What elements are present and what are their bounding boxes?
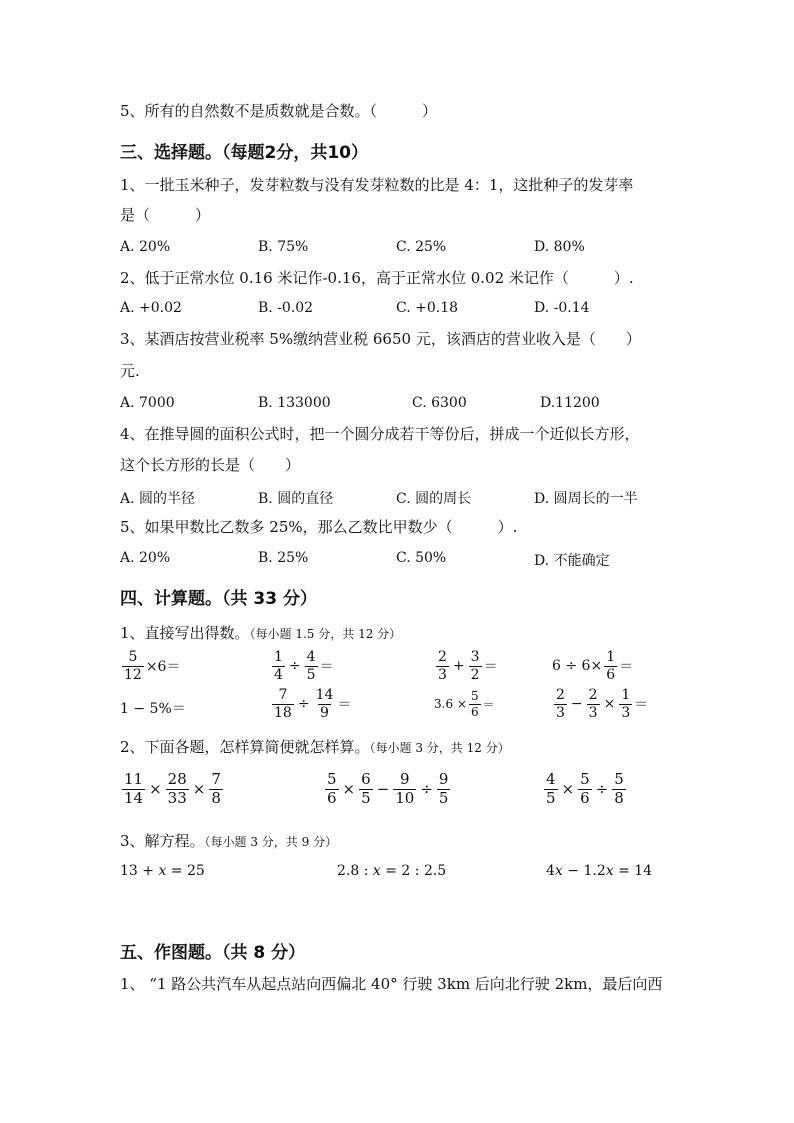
simplify-calc-2: $\frac{5}{6}$ × $\frac{6}{5}$ − $\frac{9}{10}$ ÷ $\frac{9}{5}$ [327, 770, 449, 807]
mental-calc-6: $\frac{7}{18}$ ÷ $\frac{14}{9}$ ＝ [274, 687, 352, 721]
choice-q3-line2: 元. [120, 362, 140, 380]
simplify-calc-1: $\frac{11}{14}$ × $\frac{28}{33}$ × $\frac{7}{8}$ [124, 770, 221, 807]
choice-q4-option-d: D. 圆周长的一半 [534, 491, 638, 507]
drawing-question-1: 1、 “1 路公共汽车从起点站向西偏北 40° 行驶 3km 后向北行驶 2km，最后向西 [120, 975, 663, 993]
equation-2: 2.8 : x = 2 : 2.5 [337, 863, 447, 879]
calc-part3-note: （每小题 3 分，共 9 分） [204, 835, 338, 849]
choice-q5-option-b: B. 25% [258, 550, 309, 566]
simplify-calc-3: $\frac{4}{5}$ × $\frac{5}{6}$ ÷ $\frac{5}{8}$ [546, 770, 624, 807]
choice-q5-line1: 5、如果甲数比乙数多 25%，那么乙数比甲数少（ ）. [120, 518, 518, 536]
choice-q5-option-a: A. 20% [120, 550, 171, 566]
choice-q1-option-d: D. 80% [534, 239, 585, 255]
section-3-title: 三、选择题。（每题2分，共10） [120, 143, 368, 163]
equation-3: 4 x − 1.2 x = 14 [546, 863, 653, 879]
choice-q2-option-b: B. -0.02 [258, 300, 314, 316]
calc-part2-label: 2、下面各题，怎样算简便就怎样算。 [120, 738, 370, 756]
choice-q3-option-b: B. 133000 [258, 395, 331, 411]
choice-q3-option-a: A. 7000 [120, 395, 175, 411]
choice-q2-option-c: C. +0.18 [396, 300, 459, 316]
mental-calc-7: 3.6 × $\frac{5}{6}$ ＝ [434, 689, 495, 719]
calc-part1-label: 1、直接写出得数。 [120, 624, 250, 642]
choice-q2-option-a: A. +0.02 [120, 300, 182, 316]
choice-q5-option-c: C. 50% [396, 550, 447, 566]
choice-q4-option-c: C. 圆的周长 [396, 491, 472, 507]
calc-part3-label: 3、解方程。 [120, 832, 205, 850]
mental-calc-4: 6 ÷ 6× $\frac{1}{6}$ ＝ [552, 649, 634, 683]
mental-calc-8: $\frac{2}{3}$ − $\frac{2}{3}$ × $\frac{1}{3}$ ＝ [556, 687, 649, 721]
choice-q1-line1: 1、一批玉米种子，发芽粒数与没有发芽粒数的比是 4：1，这批种子的发芽率 [120, 176, 634, 194]
choice-q1-option-a: A. 20% [120, 239, 171, 255]
choice-q1-option-c: C. 25% [396, 239, 447, 255]
choice-q3-option-c: C. 6300 [412, 395, 467, 411]
choice-q1-line2: 是（ ） [120, 206, 211, 224]
mental-calc-5: 1 − 5%＝ [120, 701, 186, 717]
choice-q4-option-b: B. 圆的直径 [258, 491, 334, 507]
choice-q4-line2: 这个长方形的长是（ ） [120, 456, 301, 474]
choice-q5-option-d: D. 不能确定 [534, 553, 610, 569]
section-4-title: 四、计算题。（共 33 分） [120, 589, 317, 609]
judgment-question-5: 5、所有的自然数不是质数就是合数。（ ） [120, 102, 438, 120]
choice-q2-line1: 2、低于正常水位 0.16 米记作-0.16，高于正常水位 0.02 米记作（ ）. [120, 269, 634, 287]
mental-calc-2: $\frac{1}{4}$ ÷ $\frac{4}{5}$ ＝ [274, 649, 334, 683]
section-5-title: 五、作图题。（共 8 分） [120, 943, 306, 963]
choice-q4-line1: 4、在推导圆的面积公式时，把一个圆分成若干等份后，拼成一个近似长方形， [120, 425, 640, 443]
choice-q1-option-b: B. 75% [258, 239, 309, 255]
calc-part1-note: （每小题 1.5 分，共 12 分） [249, 627, 402, 641]
calc-part3-heading [120, 832, 337, 850]
choice-q3-option-d: D.11200 [540, 395, 600, 411]
calc-part1-heading [120, 624, 401, 642]
choice-q3-line1: 3、某酒店按营业税率 5%缴纳营业税 6650 元，该酒店的营业收入是（ ） [120, 330, 641, 348]
equation-1: 13 + x = 25 [120, 863, 205, 879]
choice-q4-option-a: A. 圆的半径 [120, 491, 196, 507]
calc-part2-note: （每小题 3 分，共 12 分） [369, 741, 510, 755]
mental-calc-1: $\frac{5}{12}$ ×6＝ [124, 649, 181, 683]
calc-part2-heading [120, 738, 510, 756]
choice-q2-option-d: D. -0.14 [534, 300, 590, 316]
mental-calc-3: $\frac{2}{3}$ + $\frac{3}{2}$ ＝ [438, 649, 498, 683]
